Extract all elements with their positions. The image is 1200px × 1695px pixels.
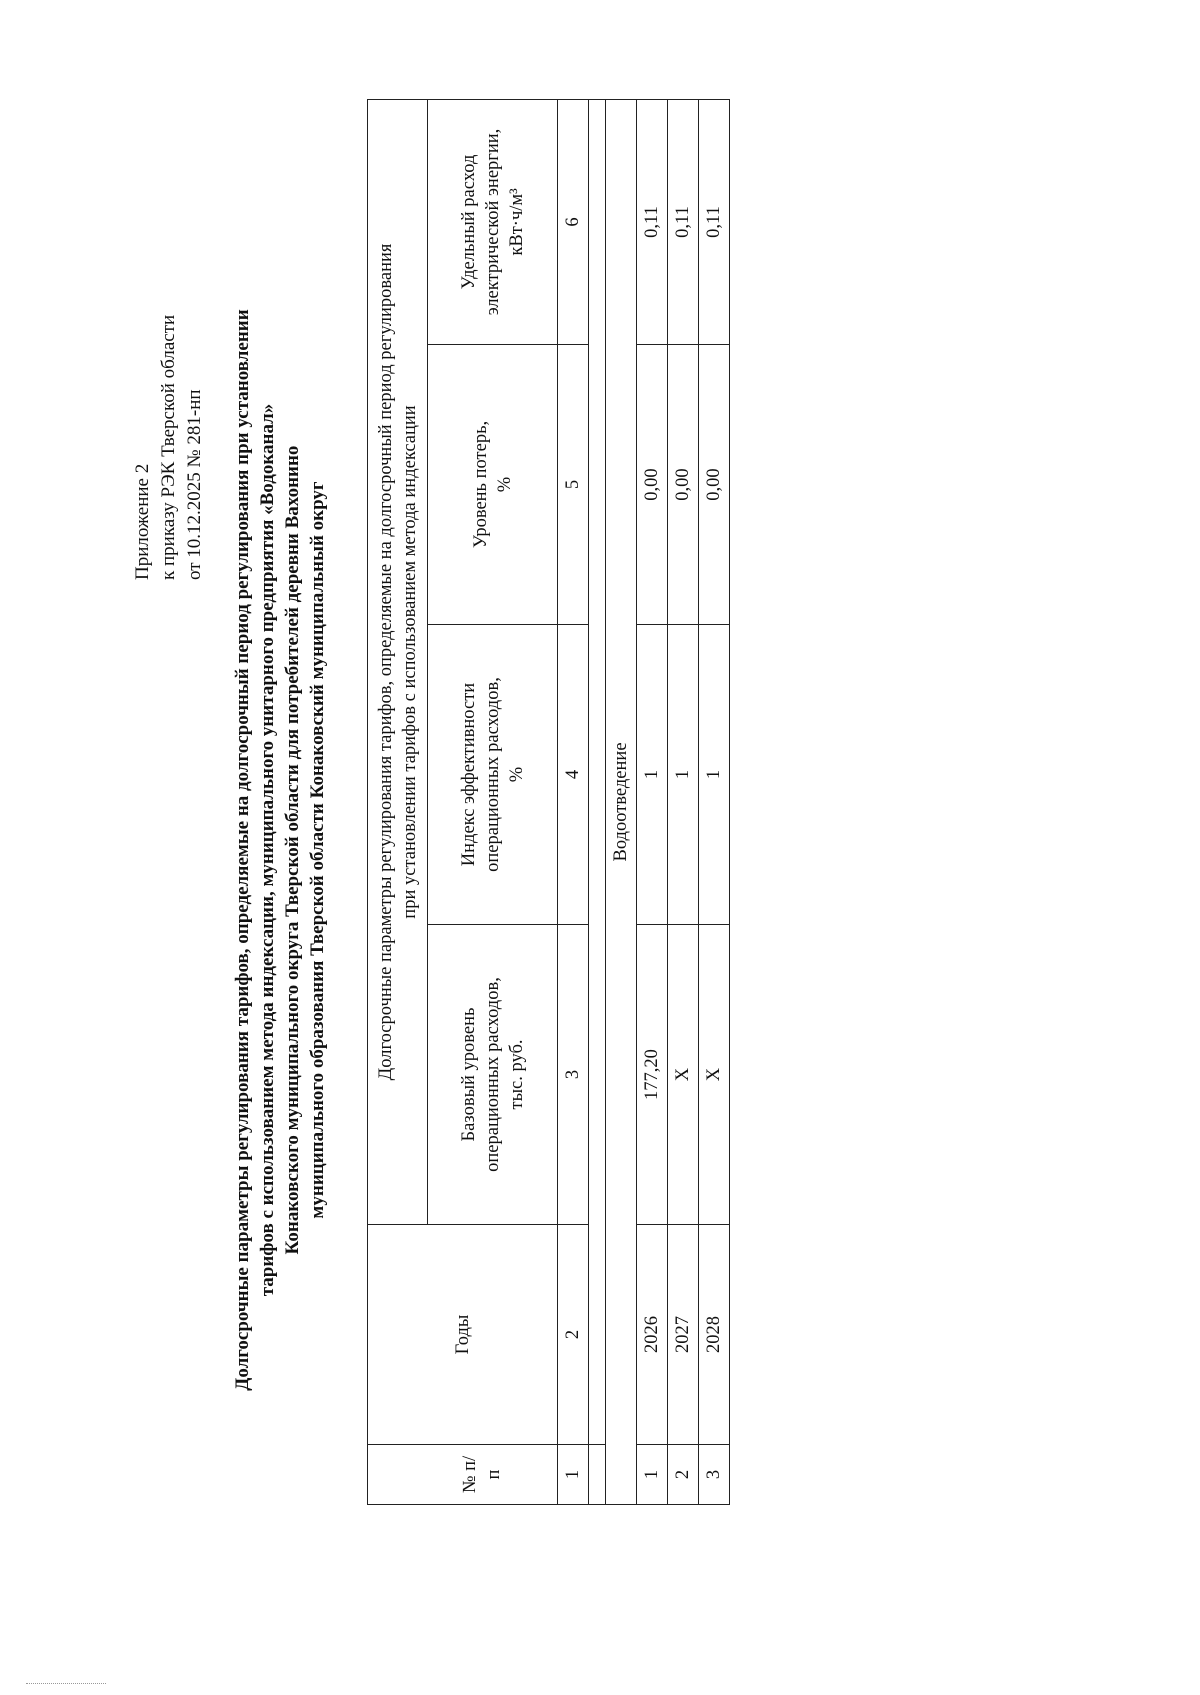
row-year: 2028 bbox=[699, 1225, 730, 1445]
row-efficiency-index: 1 bbox=[668, 625, 699, 925]
parameters-table bbox=[367, 99, 730, 1505]
scan-artifact bbox=[26, 1683, 106, 1687]
col-number-5: 5 bbox=[558, 345, 589, 625]
table-row bbox=[699, 99, 730, 1504]
row-loss-level: 0,00 bbox=[668, 345, 699, 625]
row-num: 1 bbox=[637, 1445, 668, 1505]
header-years bbox=[368, 1225, 558, 1445]
row-base-opex: Х bbox=[699, 925, 730, 1225]
title-line-1: Долгосрочные параметры регулирования тарифов, определяемые на долгосрочный период регулирования при установлении bbox=[232, 309, 253, 1391]
row-energy: 0,11 bbox=[668, 99, 699, 344]
header-energy-l1: Удельный расход bbox=[458, 154, 479, 290]
header-num bbox=[368, 1445, 558, 1505]
appendix-line-3: от 10.12.2025 № 281-нп bbox=[184, 389, 205, 580]
spacer-cell bbox=[589, 1445, 606, 1505]
row-energy: 0,11 bbox=[637, 99, 668, 344]
row-loss-level: 0,00 bbox=[637, 345, 668, 625]
row-num: 3 bbox=[699, 1445, 730, 1505]
col-number-1: 1 bbox=[558, 1445, 589, 1505]
section-row bbox=[606, 99, 637, 1504]
row-energy: 0,11 bbox=[699, 99, 730, 344]
header-base-l3: тыс. руб. bbox=[506, 1039, 527, 1110]
table-row bbox=[637, 99, 668, 1504]
title-line-3: Конаковского муниципального округа Тверской области для потребителей деревни Вахонино bbox=[282, 445, 303, 1255]
column-numbering-row bbox=[558, 99, 589, 1504]
appendix-line-2: к приказу РЭК Тверской области bbox=[158, 314, 179, 580]
header-loss-level bbox=[428, 345, 558, 625]
col-number-4: 4 bbox=[558, 625, 589, 925]
appendix-line-1: Приложение 2 bbox=[132, 463, 153, 580]
col-number-6: 6 bbox=[558, 99, 589, 344]
rotated-document-page bbox=[75, 70, 1005, 1600]
row-loss-level: 0,00 bbox=[699, 345, 730, 625]
header-loss-l1: Уровень потерь, bbox=[470, 420, 491, 549]
header-energy-l3: кВт·ч/м³ bbox=[506, 188, 527, 256]
row-year: 2026 bbox=[637, 1225, 668, 1445]
row-efficiency-index: 1 bbox=[699, 625, 730, 925]
col-number-2: 2 bbox=[558, 1225, 589, 1445]
header-energy-consumption bbox=[428, 99, 558, 344]
appendix-header bbox=[130, 315, 208, 580]
header-group-params bbox=[368, 99, 428, 1224]
spacer-cell-wide bbox=[589, 99, 606, 1444]
header-efficiency-index bbox=[428, 625, 558, 925]
header-base-opex bbox=[428, 925, 558, 1225]
document-title bbox=[230, 130, 330, 1570]
header-row-group bbox=[368, 99, 428, 1504]
header-base-l2: операционных расходов, bbox=[482, 977, 503, 1172]
title-line-4: муниципального образования Тверской области Конаковский муниципальный округ bbox=[307, 481, 328, 1219]
header-index-l2: операционных расходов, bbox=[482, 677, 503, 872]
header-num-label: № п/п bbox=[459, 1455, 504, 1494]
title-line-2: тарифов с использованием метода индексации, муниципального унитарного предприятия «Водоканал» bbox=[257, 403, 278, 1297]
row-year: 2027 bbox=[668, 1225, 699, 1445]
row-base-opex: 177,20 bbox=[637, 925, 668, 1225]
group-header-line-2: при установлении тарифов с использованием метода индексации bbox=[399, 405, 420, 919]
section-title: Водоотведение bbox=[606, 99, 637, 1504]
header-base-l1: Базовый уровень bbox=[458, 1007, 479, 1142]
table-row bbox=[668, 99, 699, 1504]
spacer-row bbox=[589, 99, 606, 1504]
header-loss-l2: % bbox=[494, 476, 515, 493]
header-years-label: Годы bbox=[452, 1314, 473, 1355]
group-header-line-1: Долгосрочные параметры регулирования тарифов, определяемые на долгосрочный период регулирования bbox=[375, 243, 396, 1081]
header-index-l1: Индекс эффективности bbox=[458, 682, 479, 867]
header-index-l3: % bbox=[506, 766, 527, 783]
row-efficiency-index: 1 bbox=[637, 625, 668, 925]
col-number-3: 3 bbox=[558, 925, 589, 1225]
row-num: 2 bbox=[668, 1445, 699, 1505]
row-base-opex: Х bbox=[668, 925, 699, 1225]
header-energy-l2: электрической энергии, bbox=[482, 128, 503, 316]
